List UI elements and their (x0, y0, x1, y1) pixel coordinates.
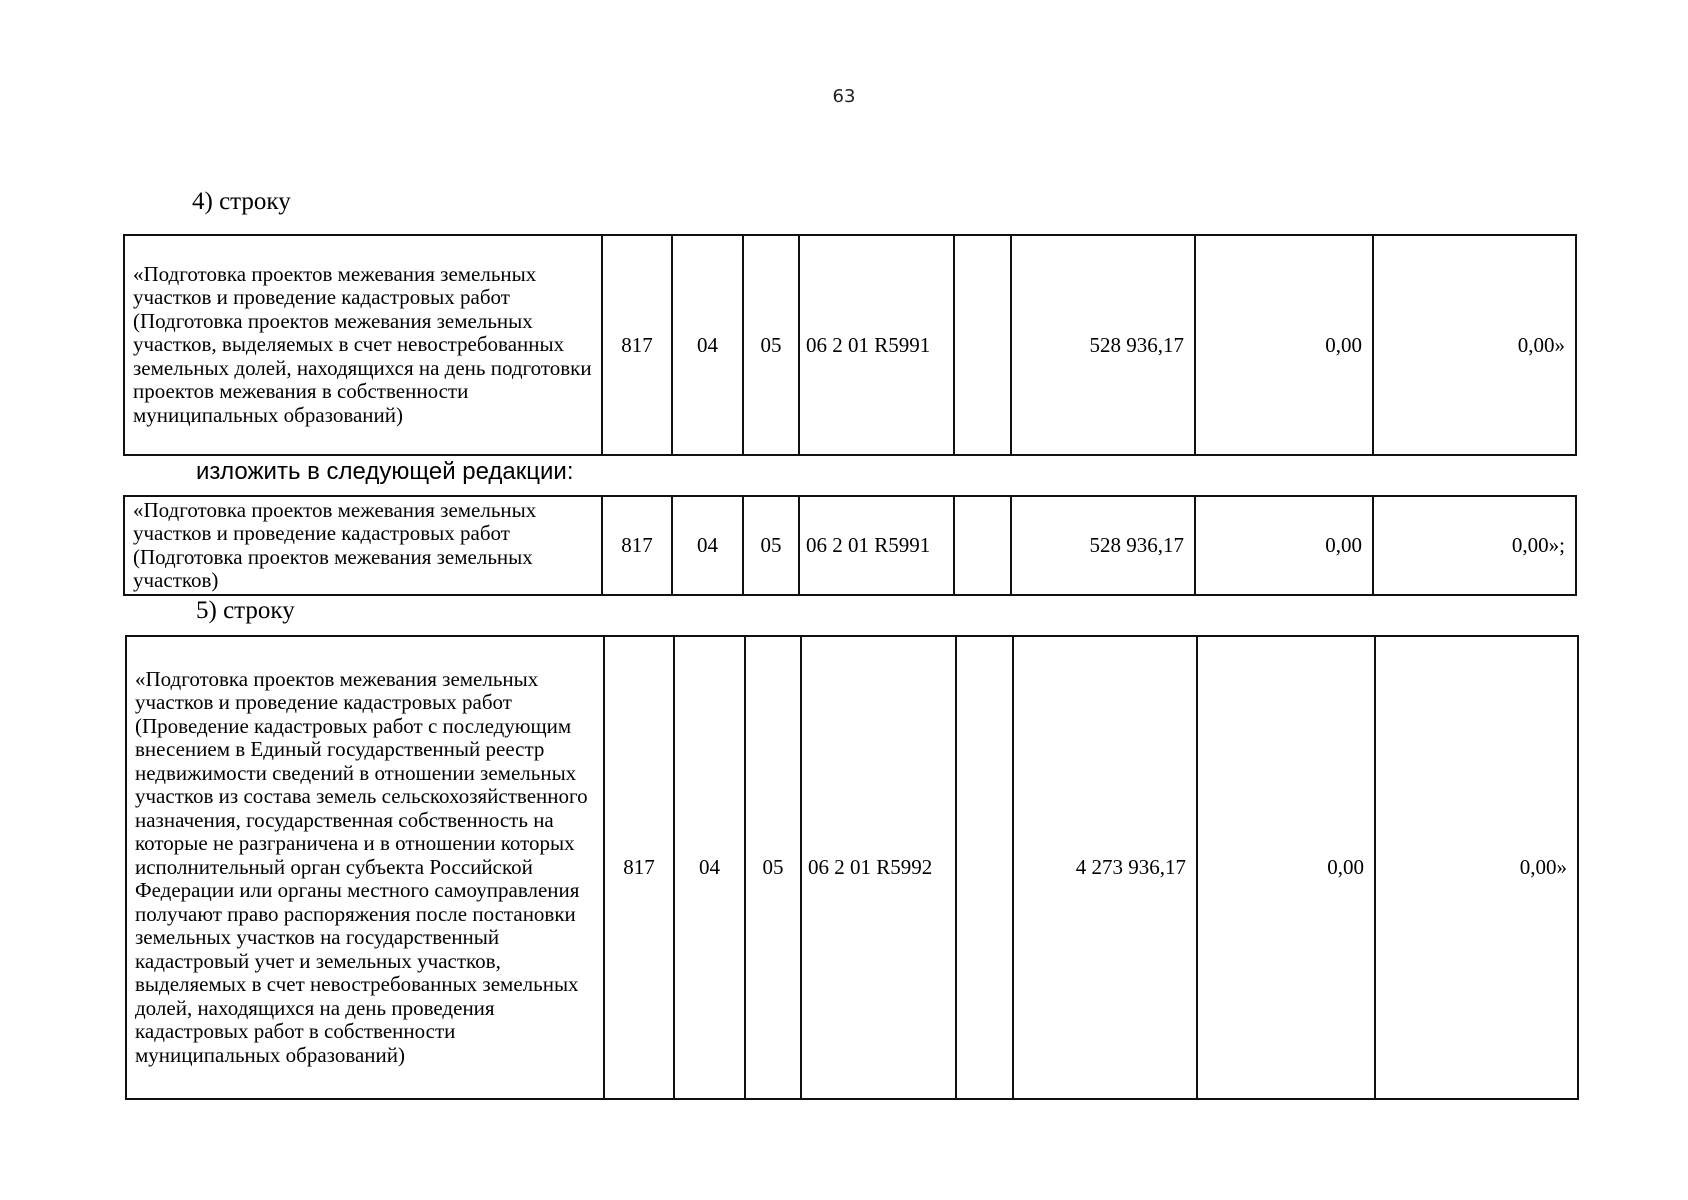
page-number: 63 (832, 86, 856, 107)
amount-year-3: 0,00» (1373, 235, 1576, 455)
budget-row-table-new-4 (123, 495, 1577, 596)
amount-year-2: 0,00 (1197, 636, 1375, 1099)
ministry-code: 817 (604, 636, 674, 1099)
amount-year-1: 528 936,17 (1011, 235, 1195, 455)
budget-row-table-old-4 (123, 234, 1577, 456)
subsection-code: 05 (745, 636, 801, 1099)
section-code: 04 (674, 636, 745, 1099)
ministry-code: 817 (602, 496, 672, 595)
section-heading-row-4: 4) строку (192, 188, 291, 215)
row-description: «Подготовка проектов межевания земельных участков и проведение кадастровых работ (Проведение кадастровых работ с последующим внесением в Единый государственный реестр недвижимости сведений в отношении земельных участков из состава земель сельскохозяйственного назначения, государственная собственность на которые не разграничена и в отношении которых исполнительный орган субъекта Российской Федерации или органы местного самоуправления получают право распоряжения после постановки земельных участков на государственный кадастровый учет и земельных участков, выделяемых в счет невостребованных земельных долей, находящихся на день проведения кадастровых работ в собственности муниципальных образований) (126, 636, 604, 1099)
table-row (124, 496, 1576, 595)
budget-row-table-old-5 (125, 635, 1579, 1100)
target-article-code: 06 2 01 R5991 (799, 235, 954, 455)
section-heading-new-wording: изложить в следующей редакции: (196, 458, 574, 485)
section-code: 04 (672, 496, 743, 595)
expense-type-code (956, 636, 1013, 1099)
table-row (124, 235, 1576, 455)
section-heading-row-5: 5) строку (196, 597, 295, 624)
ministry-code: 817 (602, 235, 672, 455)
table-row (126, 636, 1578, 1099)
amount-year-3: 0,00» (1375, 636, 1578, 1099)
amount-year-2: 0,00 (1195, 235, 1373, 455)
expense-type-code (954, 235, 1011, 455)
subsection-code: 05 (743, 235, 799, 455)
subsection-code: 05 (743, 496, 799, 595)
amount-year-2: 0,00 (1195, 496, 1373, 595)
section-code: 04 (672, 235, 743, 455)
amount-year-1: 4 273 936,17 (1013, 636, 1197, 1099)
target-article-code: 06 2 01 R5991 (799, 496, 954, 595)
amount-year-3: 0,00»; (1373, 496, 1576, 595)
expense-type-code (954, 496, 1011, 595)
row-description: «Подготовка проектов межевания земельных участков и проведение кадастровых работ (Подготовка проектов межевания земельных участков, выделяемых в счет невостребованных земельных долей, находящихся на день подготовки проектов межевания в собственности муниципальных образований) (124, 235, 602, 455)
target-article-code: 06 2 01 R5992 (801, 636, 956, 1099)
amount-year-1: 528 936,17 (1011, 496, 1195, 595)
row-description: «Подготовка проектов межевания земельных участков и проведение кадастровых работ (Подготовка проектов межевания земельных участков) (124, 496, 602, 595)
